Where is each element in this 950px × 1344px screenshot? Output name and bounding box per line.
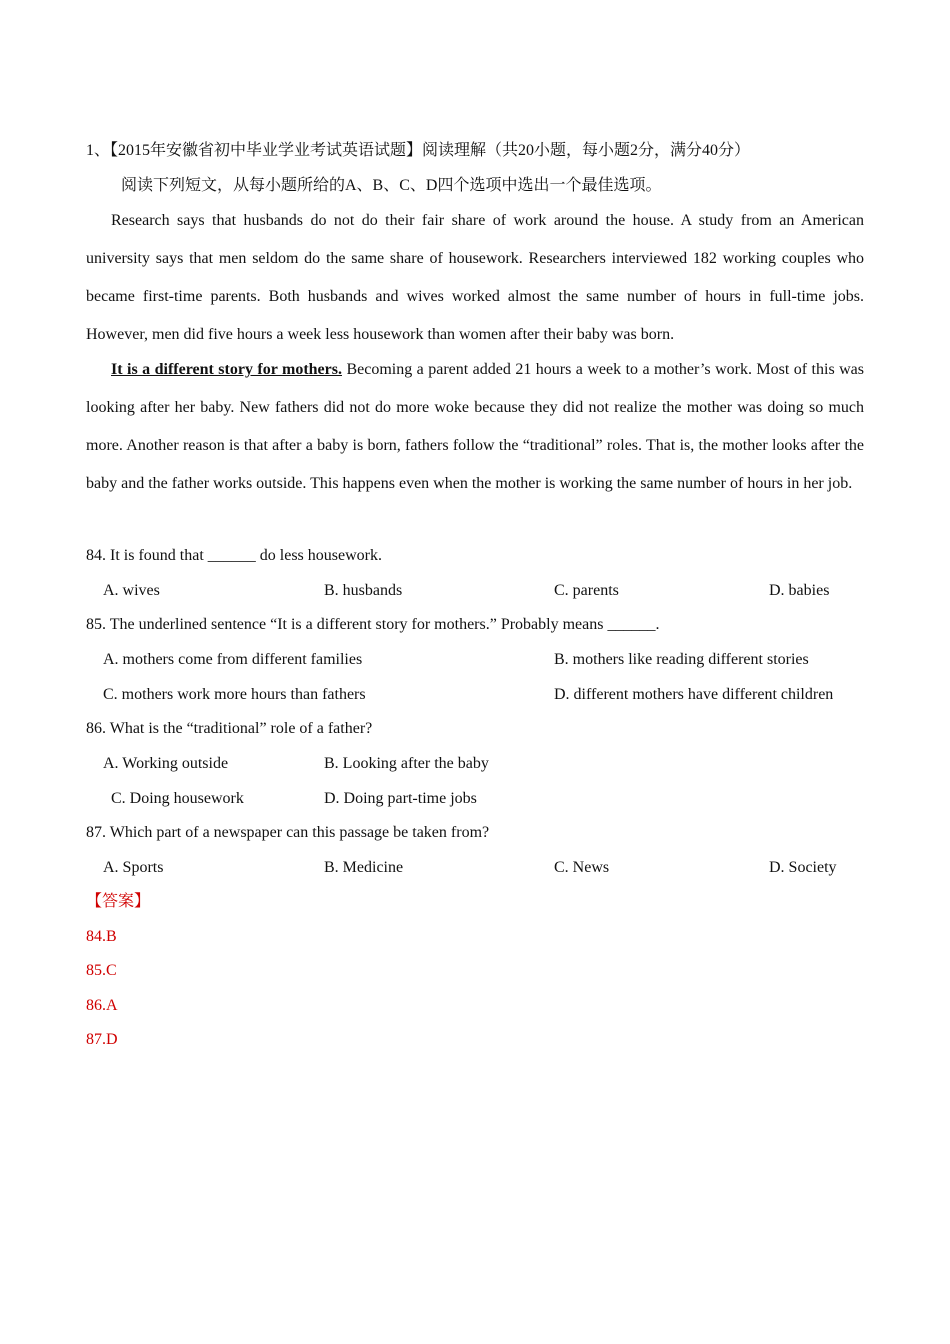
q87-option-d: D. Society <box>769 859 837 876</box>
q84-option-c: C. parents <box>554 582 619 599</box>
q85-option-b: B. mothers like reading different stories <box>554 651 809 668</box>
question-header <box>86 141 750 161</box>
instruction: 阅读下列短文，从每小题所给的A、B、C、D四个选项中选出一个最佳选项。 <box>121 177 662 194</box>
passage-p2-text: Becoming a parent added 21 hours a week to a mother’s work. Most of this was looking after her baby. New fathers did not do more woke because they did not realize the mother was doing so much more. Another reason is that after a baby is born, fathers follow the “traditional” roles. That is, the mother looks after the baby and the father works outside. This happens even when the mother is working the same number of hours in her job. <box>86 361 865 492</box>
q86-option-a: A. Working outside <box>103 755 229 772</box>
q87-option-a: A. Sports <box>103 859 164 876</box>
passage-paragraph-2 <box>86 351 864 503</box>
question-87-stem: 87. Which part of a newspaper can this passage be taken from? <box>86 824 490 841</box>
passage-paragraph-1 <box>86 202 864 354</box>
answer-86: 86.A <box>86 997 118 1014</box>
answer-label: 【答案】 <box>86 893 151 910</box>
q86-option-d: D. Doing part-time jobs <box>324 790 477 807</box>
question-84-stem: 84. It is found that ______ do less housework. <box>86 547 382 564</box>
q86-option-c: C. Doing housework <box>111 790 244 807</box>
q85-option-a: A. mothers come from different families <box>103 651 363 668</box>
q84-option-a: A. wives <box>103 582 160 599</box>
question-85-stem: 85. The underlined sentence “It is a different story for mothers.” Probably means ______. <box>86 616 660 633</box>
q87-option-c: C. News <box>554 859 610 876</box>
q85-option-c: C. mothers work more hours than fathers <box>103 686 366 703</box>
question-86-stem: 86. What is the “traditional” role of a father? <box>86 720 373 737</box>
passage-p1-text: Research says that husbands do not do their fair share of work around the house. A study from an American university says that men seldom do the same share of housework. Researchers interviewed 182 working couples who became first-time parents. Both husbands and wives worked almost the same number of hours in full-time jobs. However, men did five hours a week less housework than women after their baby was born. <box>86 212 864 343</box>
q84-option-d: D. babies <box>769 582 830 599</box>
answer-87: 87.D <box>86 1031 118 1048</box>
answer-84: 84.B <box>86 928 117 945</box>
q85-option-d: D. different mothers have different children <box>554 686 834 703</box>
answer-85: 85.C <box>86 962 117 979</box>
q84-option-b: B. husbands <box>324 582 403 599</box>
underlined-sentence: It is a different story for mothers. <box>111 361 342 378</box>
question-number: 1、 <box>86 142 111 159</box>
question-title: 【2015年安徽省初中毕业学业考试英语试题】阅读理解（共20小题，每小题2分，满分40分） <box>110 142 751 159</box>
q86-option-b: B. Looking after the baby <box>324 755 489 772</box>
q87-option-b: B. Medicine <box>324 859 404 876</box>
